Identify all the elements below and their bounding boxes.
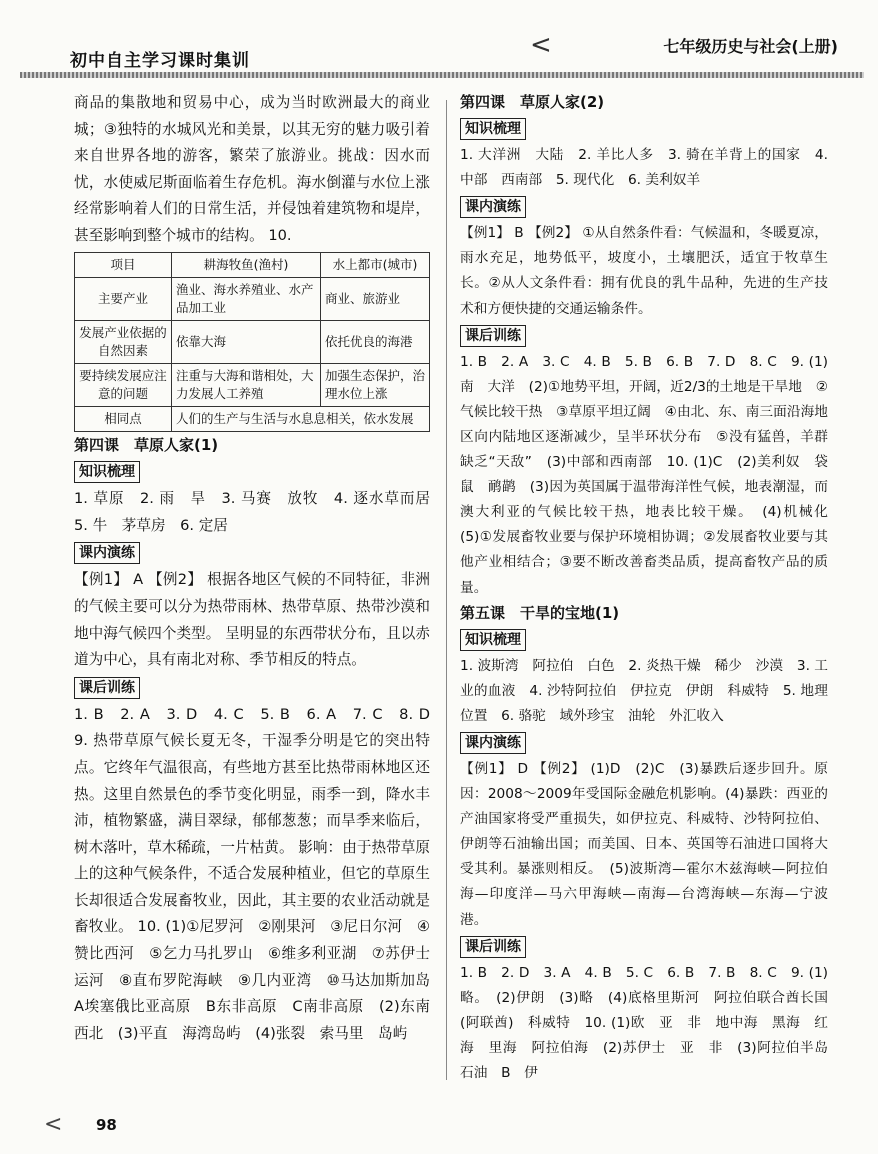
- section-tag: 知识梳理: [460, 629, 526, 651]
- table-cell: 人们的生产与生活与水息息相关，依水发展: [172, 406, 430, 431]
- section-tag: 知识梳理: [74, 461, 140, 483]
- table-cell: 相同点: [75, 406, 172, 431]
- table-cell: 发展产业依据的自然因素: [75, 320, 172, 363]
- answer-text: 1. B 2. A 3. C 4. B 5. B 6. B 7. D 8. C 9. (1)南 大洋 (2)①地势平坦，开阔，近2/3的土地是干旱地 ②气候比较干热 ③草原平坦辽阔 ④由北、东、南三面沿海地区向内陆地区逐渐减少，呈半环状分布 ⑤没有猛兽，羊群缺乏“天敌” (3)中部和西南部 10. (1)C (2)美利奴 袋鼠 鸸鹋 (3)因为英国属于温带海洋性气候，地表潮湿，而澳大利亚的气候比较干热，地表比较干燥。 (4)机械化 (5)①发展畜牧业要与保护环境相协调；②发展畜牧业要与其他产业相结合；③要不断改善畜类品质，提高畜牧产品的质量。: [460, 353, 842, 596]
- section-tag: 课内演练: [74, 542, 140, 564]
- table-header-row: [75, 252, 430, 277]
- page-number: 98: [96, 1116, 117, 1134]
- lesson-title: 第五课 干旱的宝地(1): [460, 603, 620, 622]
- page-header: [0, 0, 878, 88]
- right-column: [460, 90, 842, 1086]
- series-title: 初中自主学习课时集训: [70, 51, 250, 71]
- answer-text: 1. B 2. D 3. A 4. B 5. C 6. B 7. B 8. C 9. (1)略。 (2)伊朗 (3)略 (4)底格里斯河 阿拉伯联合酋长国(阿联酋) 科威特 10. (1)欧 亚 非 地中海 黑海 红海 里海 阿拉伯海 (2)苏伊士 亚 非 (3)阿拉伯半岛 石油 B 伊: [460, 964, 842, 1081]
- table-cell: 依托优良的海港: [321, 320, 430, 363]
- table-cell: 加强生态保护，治理水位上涨: [321, 363, 430, 406]
- book-title: 七年级历史与社会(上册): [663, 37, 838, 56]
- table-cell: 主要产业: [75, 277, 172, 320]
- section-tag: 课内演练: [460, 196, 526, 218]
- table-row: [75, 320, 430, 363]
- table-cell: 依靠大海: [172, 320, 321, 363]
- column-divider: [446, 100, 447, 1080]
- answer-text: 商品的集散地和贸易中心，成为当时欧洲最大的商业城；③独特的水城风光和美景，以其无穷的魅力吸引着来自世界各地的游客，繁荣了旅游业。挑战：因水而忧，水使威尼斯面临着生存危机。海水倒灌与水位上涨经常影响着人们的日常生活，并侵蚀着建筑物和堤岸，甚至影响到整个城市的结构。 10.: [74, 94, 430, 244]
- table-row: [75, 363, 430, 406]
- table-header-cell: 水上都市(城市): [321, 252, 430, 277]
- section-tag: 课后训练: [460, 936, 526, 958]
- section-tag: 课内演练: [460, 732, 526, 754]
- table-cell: 商业、旅游业: [321, 277, 430, 320]
- left-column: [74, 90, 445, 1047]
- lesson-title: 第四课 草原人家(1): [74, 435, 219, 454]
- table-row: [75, 406, 430, 431]
- chevron-left-icon: <: [530, 30, 552, 60]
- answer-text: 【例1】 A 【例2】 根据各地区气候的不同特征，非洲的气候主要可以分为热带雨林、热带草原、热带沙漠和地中海气候四个类型。 呈明显的东西带状分布，且以赤道为中心，具有南北对称、季节相反的特点。: [74, 571, 430, 669]
- answer-text: 1. 波斯湾 阿拉伯 白色 2. 炎热干燥 稀少 沙漠 3. 工业的血液 4. 沙特阿拉伯 伊拉克 伊朗 科威特 5. 地理位置 6. 骆驼 域外珍宝 油轮 外汇收入: [460, 657, 828, 724]
- section-tag: 知识梳理: [460, 118, 526, 140]
- table-cell: 渔业、海水养殖业、水产品加工业: [172, 277, 321, 320]
- comparison-table: [74, 252, 430, 432]
- table-cell: 要持续发展应注意的问题: [75, 363, 172, 406]
- table-row: [75, 277, 430, 320]
- lesson-title: 第四课 草原人家(2): [460, 93, 605, 111]
- table-cell: 注重与大海和谐相处，大力发展人工养殖: [172, 363, 321, 406]
- table-header-cell: 项目: [75, 252, 172, 277]
- answer-text: 1. B 2. A 3. D 4. C 5. B 6. A 7. C 8. D 9. 热带草原气候长夏无冬，干湿季分明是它的突出特点。它终年气温很高，有些地方甚至比热带雨林地区还热。这里自然景色的季节变化明显，雨季一到，降水丰沛，植物繁盛，满目翠绿，郁郁葱葱；而旱季来临后，树木落叶，草木稀疏，一片枯黄。 影响：由于热带草原上的这种气候条件，不适合发展种植业，但它的草原生长却很适合发展畜牧业，因此，其主要的农业活动就是畜牧业。 10. (1)①尼罗河 ②刚果河 ③尼日尔河 ④赞比西河 ⑤乞力马扎罗山 ⑥维多利亚湖 ⑦苏伊士运河 ⑧直布罗陀海峡 ⑨几内亚湾 ⑩马达加斯加岛 A埃塞俄比亚高原 B东非高原 C南非高原 (2)东南 西北 (3)平直 海湾岛屿 (4)张裂 索马里 岛屿: [74, 705, 445, 1042]
- section-tag: 课后训练: [460, 325, 526, 347]
- answer-text: 【例1】 D 【例2】 (1)D (2)C (3)暴跌后逐步回升。原因：2008～2009年受国际金融危机影响。(4)暴跌：西亚的产油国家将受严重损失，如伊拉克、科威特、沙特阿拉伯、伊朗等石油输出国；而美国、日本、英国等石油进口国将大受其利。暴涨则相反。 (5)波斯湾—霍尔木兹海峡—阿拉伯海—印度洋—马六甲海峡—南海—台湾海峡—东海—宁波港。: [460, 760, 828, 928]
- table-header-cell: 耕海牧鱼(渔村): [172, 252, 321, 277]
- answer-text: 1. 草原 2. 雨 旱 3. 马赛 放牧 4. 逐水草而居 5. 牛 茅草房 6. 定居: [74, 490, 445, 534]
- answer-text: 【例1】 B 【例2】 ①从自然条件看：气候温和，冬暖夏凉，雨水充足，地势低平，坡度小，土壤肥沃，适宜于牧草生长。②从人文条件看：拥有优良的乳牛品种，先进的生产技术和方便快捷的交通运输条件。: [460, 225, 828, 317]
- chevron-left-icon: <: [44, 1112, 63, 1137]
- header-rule: [20, 72, 864, 78]
- section-tag: 课后训练: [74, 677, 140, 699]
- answer-text: 1. 大洋洲 大陆 2. 羊比人多 3. 骑在羊背上的国家 4. 中部 西南部 5. 现代化 6. 美利奴羊: [460, 147, 828, 189]
